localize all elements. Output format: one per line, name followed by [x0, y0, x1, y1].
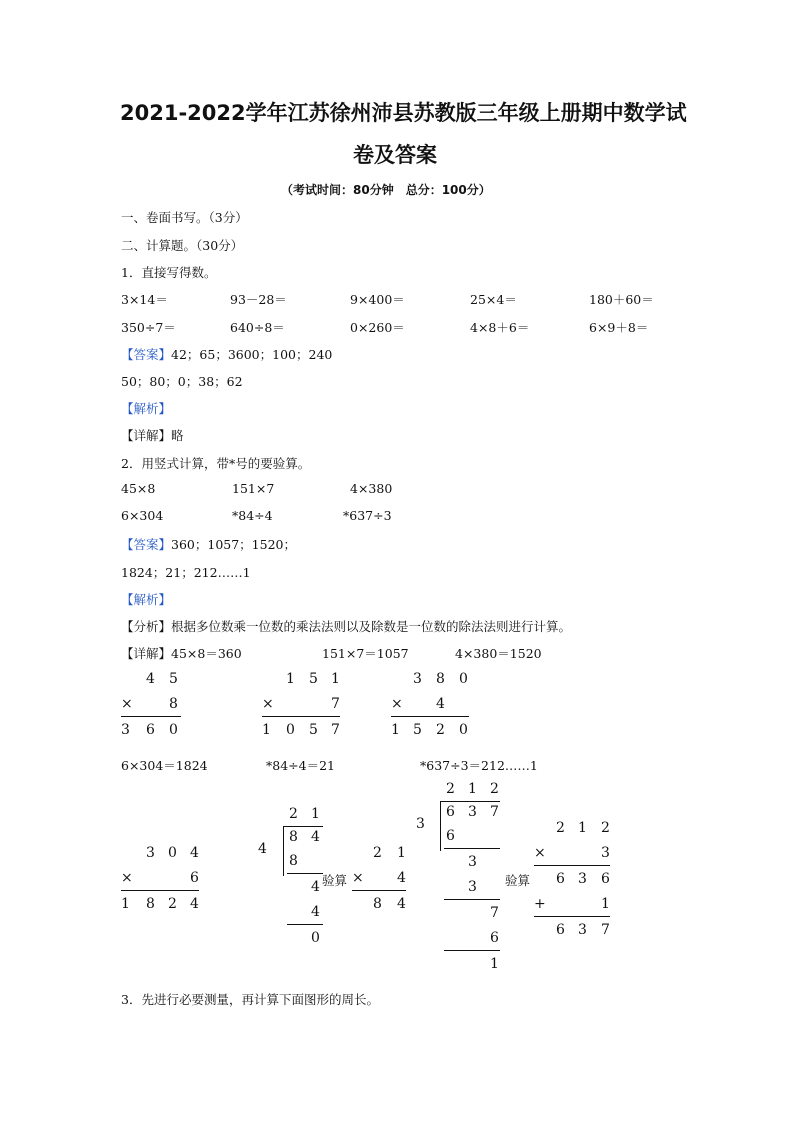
q1-answer-line1	[121, 345, 332, 363]
q2-fenxi-line	[121, 617, 571, 635]
q1-r2-c3: 0×260＝	[350, 320, 405, 335]
q1-r2-c5: 6×9＋8＝	[589, 320, 649, 335]
q2-r2-c2: *84÷4	[232, 508, 273, 523]
q1-r2-c4: 4×8＋6＝	[470, 320, 530, 335]
q2-answer-text1: 360；1057；1520；	[171, 537, 296, 552]
q1-detail-line	[121, 426, 184, 444]
q1-answer-line2: 50；80；0；38；62	[121, 374, 243, 389]
q2-analysis-tag: 【解析】	[121, 592, 172, 607]
q1-answer-text1: 42；65；3600；100；240	[171, 347, 333, 362]
section-2-heading: 二、计算题。（30分）	[121, 238, 244, 253]
page-title-line1: 2021-2022学年江苏徐州沛县苏教版三年级上册期中数学试	[120, 101, 687, 125]
q2-eq2: 151×7＝1057	[322, 646, 409, 661]
q1-r2-c2: 640÷8＝	[230, 320, 285, 335]
q2-answer-line2: 1824；21；212……1	[121, 565, 251, 580]
q1-r1-c3: 9×400＝	[350, 292, 405, 307]
verify-label-2: 验算	[505, 873, 531, 888]
q2-r1-c2: 151×7	[232, 481, 275, 496]
q2-eq6: *637÷3＝212……1	[420, 758, 538, 773]
q2-eq1: 45×8＝360	[171, 646, 242, 661]
q1-analysis-tag: 【解析】	[121, 401, 172, 416]
answer-tag: 【答案】	[121, 537, 172, 552]
answer-tag: 【答案】	[121, 347, 172, 362]
q2-r2-c3: *637÷3	[343, 508, 392, 523]
fenxi-tag: 【分析】	[121, 619, 172, 634]
q1-r1-c2: 93－28＝	[230, 292, 287, 307]
fenxi-text: 根据多位数乘一位数的乘法法则以及除数是一位数的除法法则进行计算。	[171, 619, 572, 634]
page-title-line2: 卷及答案	[353, 143, 437, 167]
verify-label-1: 验算	[322, 873, 348, 888]
detail-tag: 【详解】	[121, 646, 172, 661]
q1-title: 1．直接写得数。	[121, 265, 217, 280]
q3-title: 3．先进行必要测量，再计算下面图形的周长。	[121, 992, 379, 1007]
q2-r1-c3: 4×380	[350, 481, 393, 496]
q2-answer-line1	[121, 535, 296, 553]
q2-r1-c1: 45×8	[121, 481, 156, 496]
q2-detail-line	[121, 644, 242, 662]
q1-detail-text: 略	[171, 428, 184, 443]
q2-title: 2．用竖式计算，带*号的要验算。	[121, 456, 311, 471]
q1-r2-c1: 350÷7＝	[121, 320, 176, 335]
detail-tag: 【详解】	[121, 428, 172, 443]
q1-r1-c5: 180＋60＝	[589, 292, 654, 307]
q2-eq3: 4×380＝1520	[455, 646, 542, 661]
q2-eq4: 6×304＝1824	[121, 758, 208, 773]
q1-r1-c1: 3×14＝	[121, 292, 168, 307]
q2-eq5: *84÷4＝21	[266, 758, 335, 773]
q2-r2-c1: 6×304	[121, 508, 164, 523]
section-1-heading: 一、卷面书写。（3分）	[121, 210, 248, 225]
exam-info: （考试时间：80分钟 总分：100分）	[281, 183, 491, 197]
q1-r1-c4: 25×4＝	[470, 292, 517, 307]
